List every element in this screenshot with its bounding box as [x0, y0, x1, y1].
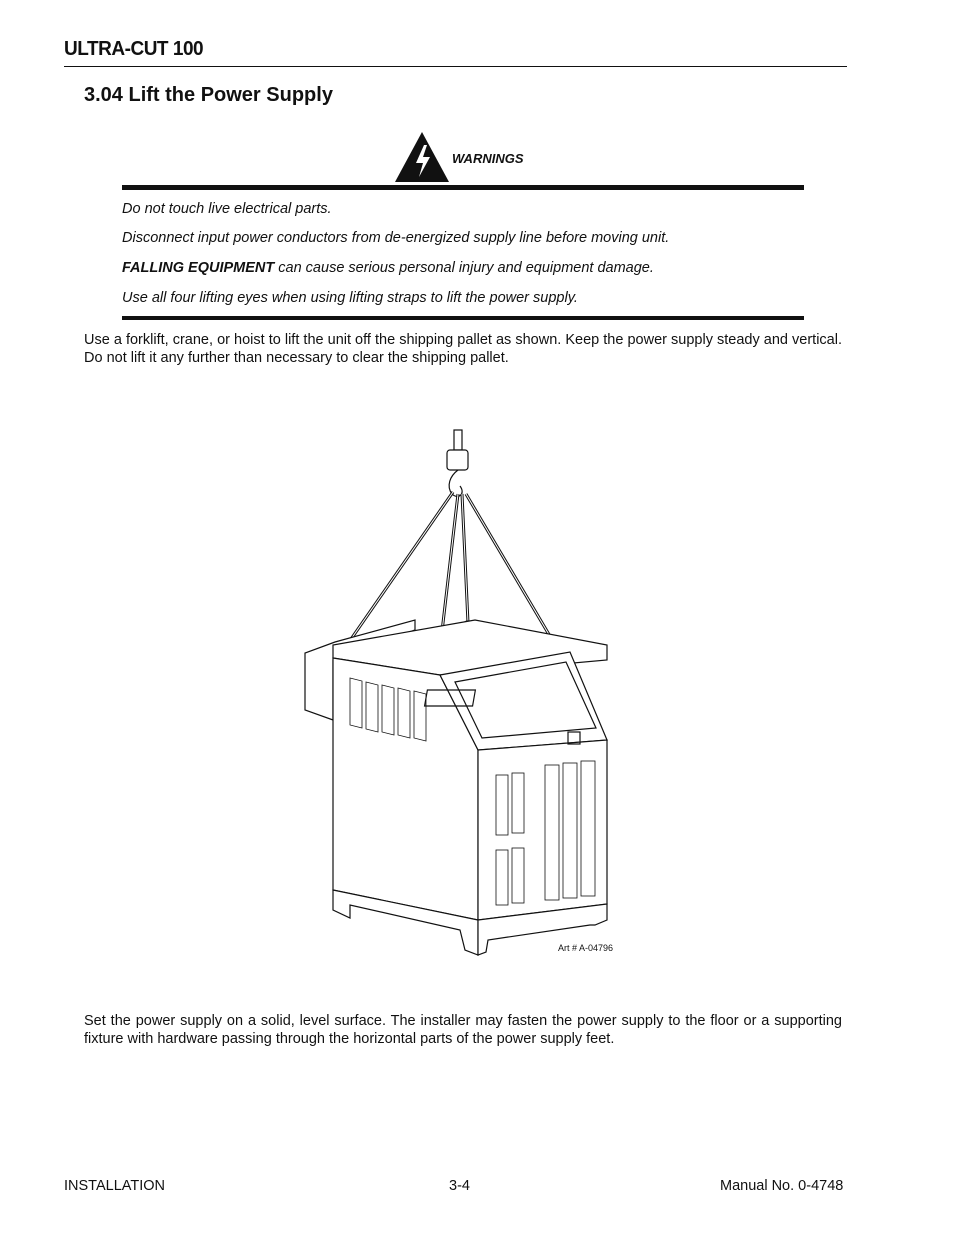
warnings-title: WARNINGS — [452, 151, 524, 166]
footer-page-number: 3-4 — [449, 1178, 470, 1194]
high-voltage-warning-icon — [394, 131, 450, 183]
placement-instructions: Set the power supply on a solid, level surface. The installer may fasten the power supply to the floor or a supporting fixture with hardware passing through the horizontal parts of the power supply feet. — [84, 1013, 842, 1047]
warning-line-1: Do not touch live electrical parts. — [122, 201, 332, 217]
warnings-rule-top — [122, 185, 804, 190]
footer-section: INSTALLATION — [64, 1178, 165, 1194]
footer-manual-number: Manual No. 0-4748 — [720, 1178, 844, 1194]
power-supply-lifting-illustration — [300, 420, 630, 965]
art-number: Art # A-04796 — [558, 943, 614, 953]
warning-line-2: Disconnect input power conductors from de-energized supply line before moving unit. — [122, 230, 670, 246]
manual-title: ULTRA-CUT 100 — [64, 38, 204, 60]
header-rule — [64, 66, 847, 67]
lifting-instructions: Use a forklift, crane, or hoist to lift the unit off the shipping pallet as shown. Keep the power supply steady and vertical. Do not lift it any further than necessary to clear the shipping pallet. — [84, 332, 842, 366]
section-heading: 3.04 Lift the Power Supply — [84, 84, 333, 106]
warning-line-4: Use all four lifting eyes when using lifting straps to lift the power supply. — [122, 290, 578, 306]
warning-line-3-bold: FALLING EQUIPMENT — [122, 260, 275, 276]
warning-line-3-rest: can cause serious personal injury and equipment damage. — [274, 260, 654, 276]
warnings-rule-bottom — [122, 316, 804, 320]
warning-line-3 — [122, 260, 654, 276]
